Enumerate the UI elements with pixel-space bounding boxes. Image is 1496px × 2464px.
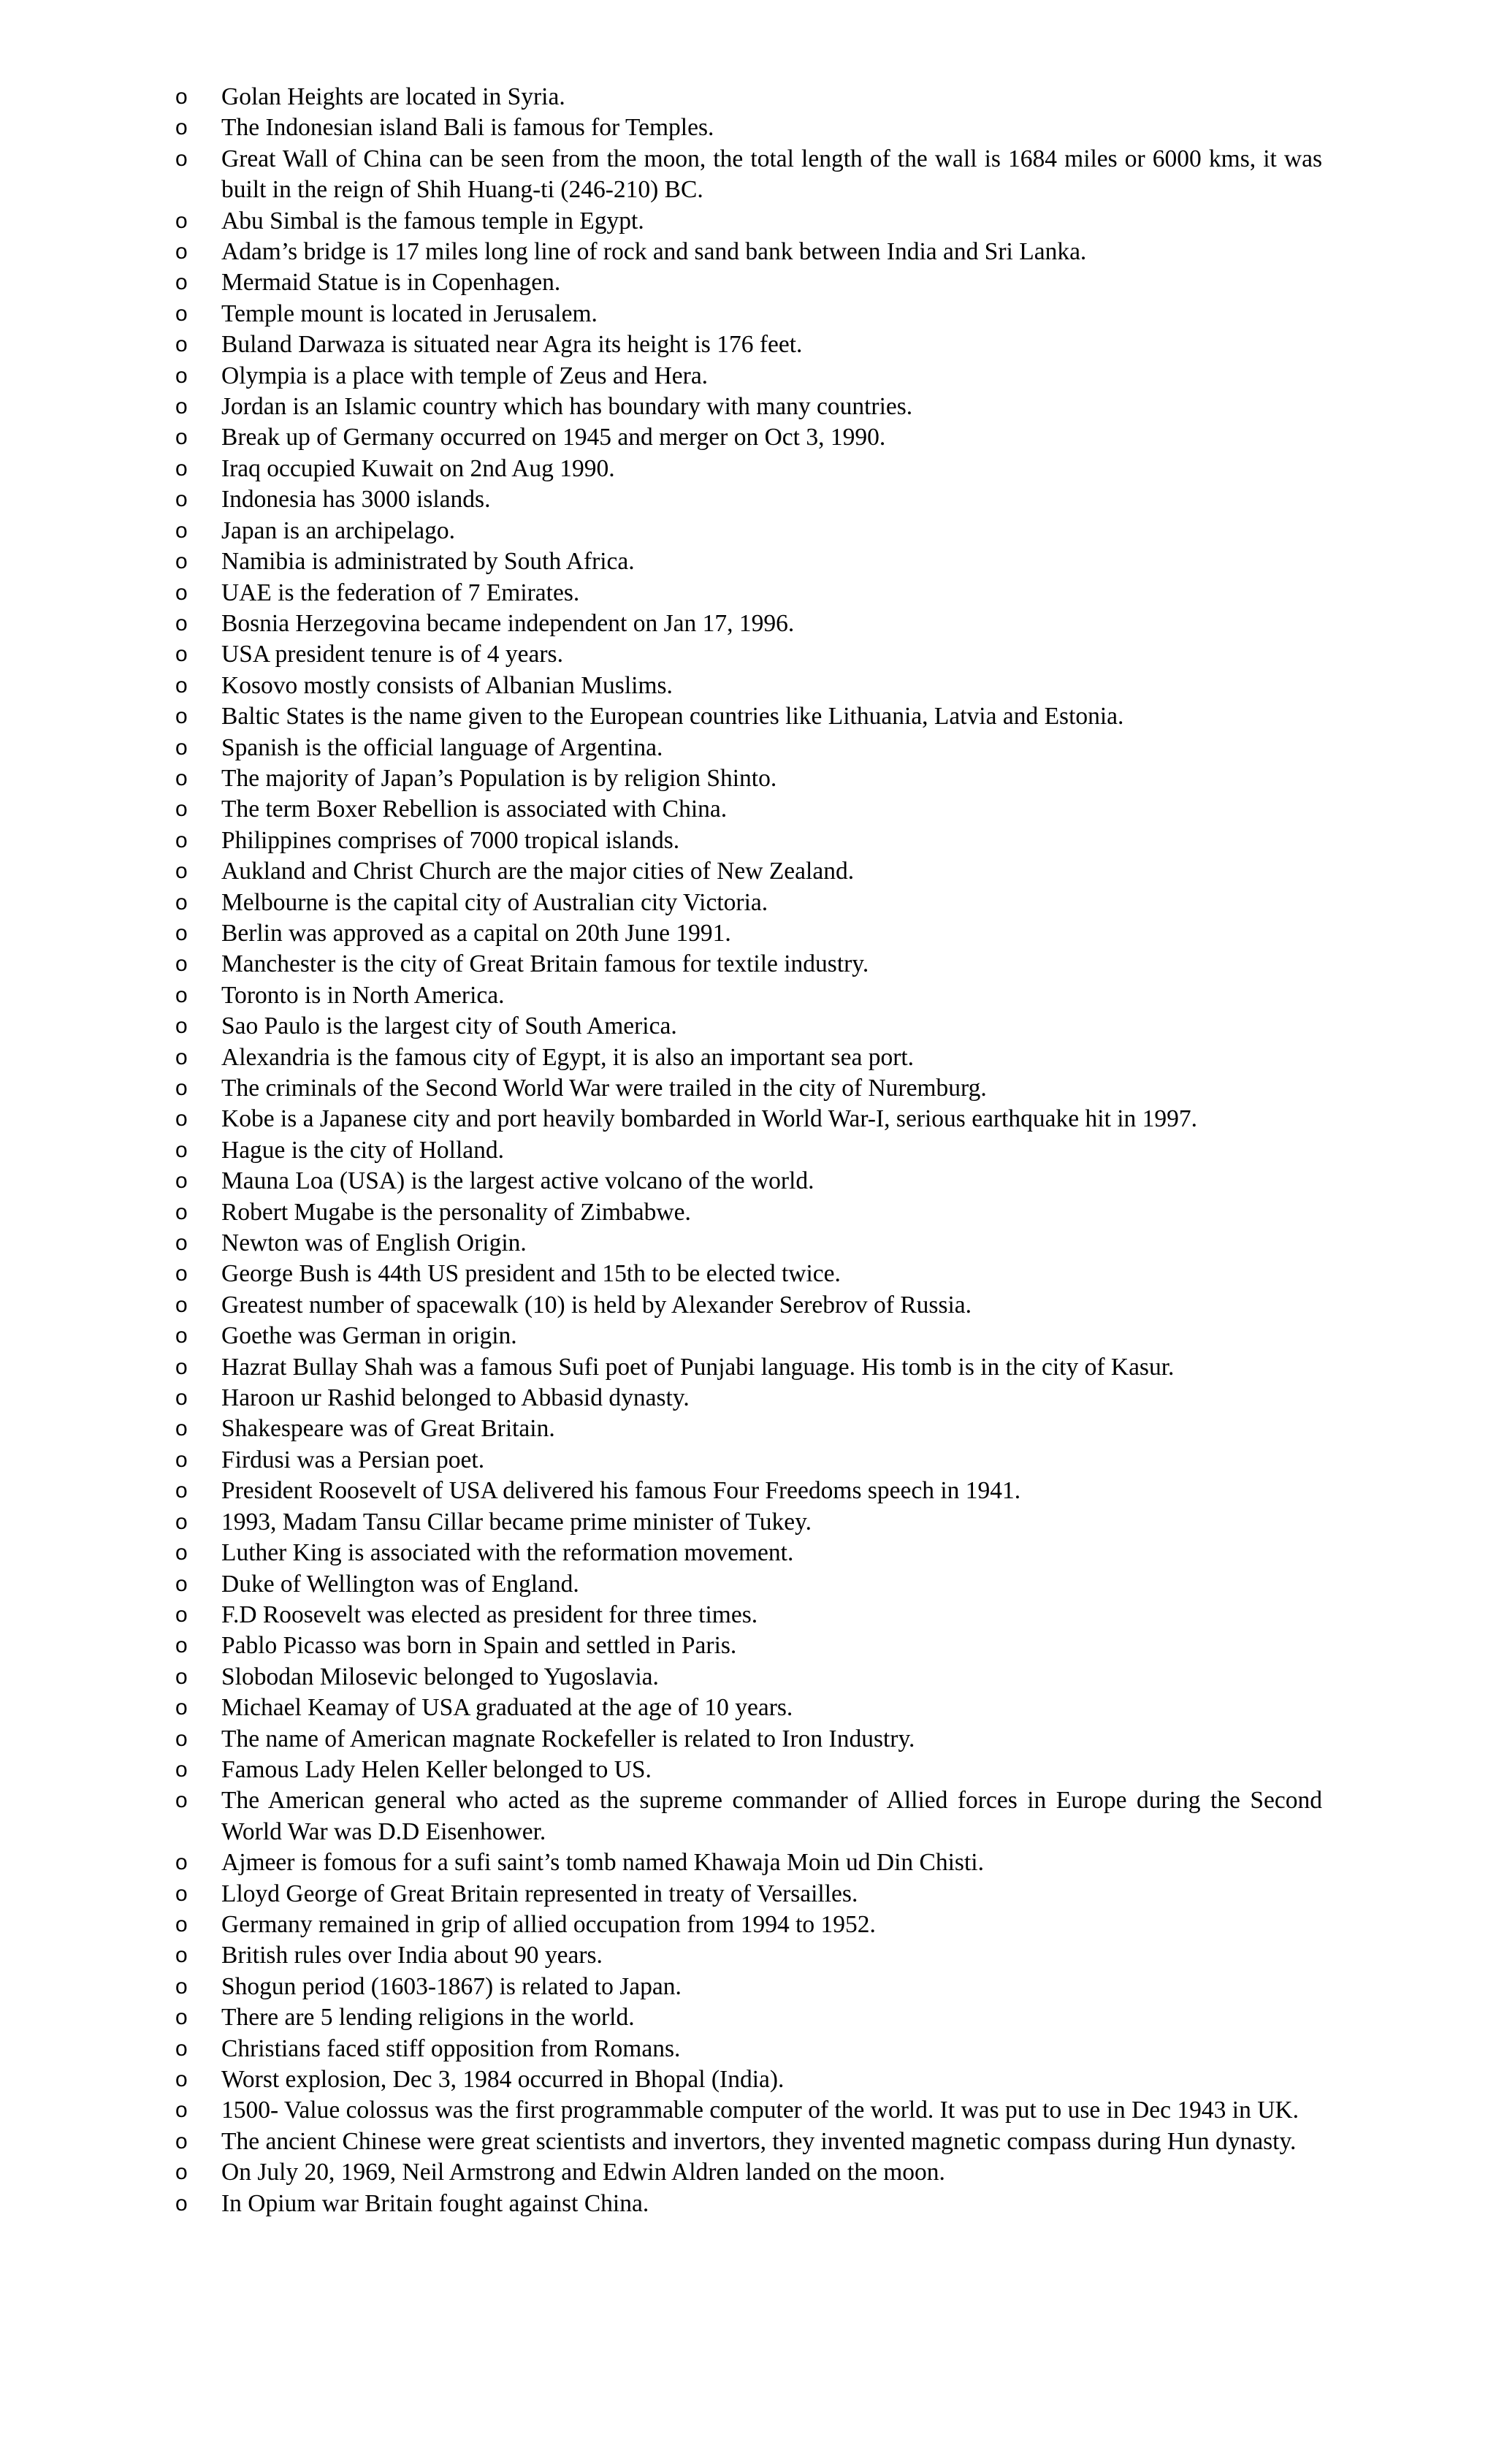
list-item-text: Buland Darwaza is situated near Agra its height is 176 feet.	[221, 331, 803, 359]
bullet-marker: o	[175, 2067, 188, 2091]
bullet-marker: o	[175, 208, 188, 233]
list-item-text: British rules over India about 90 years.	[221, 1942, 603, 1969]
bullet-marker: o	[175, 1974, 188, 1999]
list-item-text: Great Wall of China can be seen from the moon, the total length of the wall is 1684 miles or 6000 kms, it was built in the reign of Shih Huang-ti (246-210) BC.	[221, 145, 1322, 204]
list-item	[172, 237, 1322, 267]
list-item	[172, 1321, 1322, 1351]
list-item-text: 1500- Value colossus was the first programmable computer of the world. It was put to use in Dec 1943 in UK.	[221, 2097, 1299, 2124]
list-item-text: Indonesia has 3000 islands.	[221, 486, 491, 514]
list-item	[172, 918, 1322, 949]
bullet-marker: o	[175, 1169, 188, 1194]
list-item	[172, 1630, 1322, 1661]
list-item	[172, 1197, 1322, 1228]
list-item	[172, 1135, 1322, 1166]
list-item-text: The criminals of the Second World War were trailed in the city of Nuremburg.	[221, 1075, 987, 1102]
list-item-text: Adam’s bridge is 17 miles long line of rock and sand bank between India and Sri Lanka.	[221, 238, 1087, 266]
list-item	[172, 1538, 1322, 1568]
list-item	[172, 856, 1322, 887]
list-item-text: Germany remained in grip of allied occupation from 1994 to 1952.	[221, 1910, 876, 1938]
list-item-text: The majority of Japan’s Population is by religion Shinto.	[221, 764, 777, 792]
list-item	[172, 888, 1322, 918]
list-item	[172, 1383, 1322, 1414]
list-item-text: Spanish is the official language of Argentina.	[221, 733, 663, 761]
bullet-marker: o	[175, 1199, 188, 1224]
bullet-marker: o	[175, 1912, 188, 1937]
list-item-text: Worst explosion, Dec 3, 1984 occurred in Bhopal (India).	[221, 2066, 785, 2093]
bullet-marker: o	[175, 1788, 188, 1813]
bullet-marker: o	[175, 735, 188, 760]
list-item-text: In Opium war Britain fought against China.	[221, 2189, 649, 2217]
bullet-marker: o	[175, 146, 188, 171]
bullet-marker: o	[175, 240, 188, 264]
list-item	[172, 267, 1322, 298]
list-item	[172, 1507, 1322, 1538]
list-item	[172, 1445, 1322, 1476]
bullet-marker: o	[175, 487, 188, 512]
list-item-text: Haroon ur Rashid belonged to Abbasid dynasty.	[221, 1384, 690, 1412]
bullet-marker: o	[175, 1509, 188, 1534]
list-item	[172, 1290, 1322, 1321]
list-item	[172, 82, 1322, 112]
list-item	[172, 144, 1322, 206]
list-item	[172, 361, 1322, 392]
list-item-text: President Roosevelt of USA delivered his famous Four Freedoms speech in 1941.	[221, 1477, 1021, 1505]
bullet-marker: o	[175, 673, 188, 698]
bullet-marker: o	[175, 1045, 188, 1069]
bullet-marker: o	[175, 642, 188, 667]
bullet-marker: o	[175, 1696, 188, 1720]
bullet-marker: o	[175, 704, 188, 729]
bullet-marker: o	[175, 394, 188, 419]
list-item	[172, 1042, 1322, 1073]
list-item-text: Abu Simbal is the famous temple in Egypt.	[221, 207, 644, 234]
list-item-text: Temple mount is located in Jerusalem.	[221, 300, 598, 327]
list-item	[172, 392, 1322, 422]
bullet-marker: o	[175, 2036, 188, 2061]
bullet-marker: o	[175, 766, 188, 790]
list-item	[172, 1476, 1322, 1506]
list-item	[172, 1259, 1322, 1289]
bullet-marker: o	[175, 2005, 188, 2030]
bullet-marker: o	[175, 1850, 188, 1875]
list-item-text: Shakespeare was of Great Britain.	[221, 1415, 555, 1443]
list-item-text: Lloyd George of Great Britain represented in treaty of Versailles.	[221, 1880, 858, 1907]
list-item-text: The American general who acted as the supreme commander of Allied forces in Europe during the Second World War was D.D Eisenhower.	[221, 1787, 1322, 1845]
list-item-text: On July 20, 1969, Neil Armstrong and Edwin Aldren landed on the moon.	[221, 2159, 945, 2186]
list-item	[172, 112, 1322, 143]
list-item	[172, 639, 1322, 670]
list-item-text: Ajmeer is fomous for a sufi saint’s tomb named Khawaja Moin ud Din Chisti.	[221, 1849, 984, 1877]
list-item	[172, 671, 1322, 701]
list-item-text: Golan Heights are located in Syria.	[221, 83, 565, 110]
bullet-marker: o	[175, 1137, 188, 1162]
list-item	[172, 2095, 1322, 2126]
bullet-marker: o	[175, 518, 188, 543]
bullet-marker: o	[175, 1076, 188, 1100]
bullet-marker: o	[175, 859, 188, 884]
bullet-marker: o	[175, 890, 188, 915]
list-item	[172, 1166, 1322, 1197]
list-item-text: Alexandria is the famous city of Egypt, it is also an important sea port.	[221, 1043, 915, 1071]
list-item	[172, 1972, 1322, 2002]
bullet-marker: o	[175, 2129, 188, 2154]
bullet-marker: o	[175, 1664, 188, 1689]
list-item	[172, 1104, 1322, 1134]
list-item-text: Christians faced stiff opposition from Romans.	[221, 2034, 681, 2062]
list-item	[172, 2189, 1322, 2219]
bullet-marker: o	[175, 1324, 188, 1349]
list-item-text: Kosovo mostly consists of Albanian Muslims.	[221, 671, 673, 699]
bullet-marker: o	[175, 1231, 188, 1256]
bullet-marker: o	[175, 1726, 188, 1751]
bullet-marker: o	[175, 1602, 188, 1627]
list-item-text: The Indonesian island Bali is famous for Temples.	[221, 114, 714, 142]
list-item	[172, 701, 1322, 732]
list-item-text: Sao Paulo is the largest city of South America.	[221, 1012, 677, 1040]
list-item	[172, 484, 1322, 515]
list-item-text: The ancient Chinese were great scientists and invertors, they invented magnetic compass during Hun dynasty.	[221, 2127, 1297, 2155]
list-item-text: Manchester is the city of Great Britain famous for textile industry.	[221, 950, 869, 978]
list-item-text: USA president tenure is of 4 years.	[221, 641, 563, 668]
list-item	[172, 422, 1322, 453]
list-item	[172, 1785, 1322, 1847]
list-item-text: Kobe is a Japanese city and port heavily bombarded in World War-I, serious earthquake hit in 1997.	[221, 1105, 1198, 1133]
list-item-text: Japan is an archipelago.	[221, 516, 455, 544]
list-item	[172, 949, 1322, 980]
list-item-text: 1993, Madam Tansu Cillar became prime minister of Tukey.	[221, 1508, 812, 1536]
list-item-text: Olympia is a place with temple of Zeus and Hera.	[221, 362, 709, 389]
list-item	[172, 763, 1322, 794]
list-item-text: The term Boxer Rebellion is associated with China.	[221, 796, 728, 823]
fact-list	[172, 82, 1322, 2219]
list-item-text: Hazrat Bullay Shah was a famous Sufi poet of Punjabi language. His tomb is in the city of Kasur.	[221, 1353, 1175, 1381]
bullet-marker: o	[175, 2191, 188, 2216]
list-item	[172, 329, 1322, 360]
bullet-marker: o	[175, 983, 188, 1007]
list-item-text: Bosnia Herzegovina became independent on Jan 17, 1996.	[221, 609, 795, 637]
list-item	[172, 454, 1322, 484]
list-item-text: There are 5 lending religions in the world.	[221, 2004, 635, 2032]
bullet-marker: o	[175, 1881, 188, 1906]
list-item	[172, 1662, 1322, 1693]
list-item	[172, 825, 1322, 856]
list-item-text: Robert Mugabe is the personality of Zimbabwe.	[221, 1198, 691, 1226]
list-item-text: Toronto is in North America.	[221, 981, 505, 1009]
bullet-marker: o	[175, 363, 188, 388]
list-item	[172, 1073, 1322, 1104]
list-item-text: Berlin was approved as a capital on 20th June 1991.	[221, 919, 731, 947]
list-item	[172, 1011, 1322, 1042]
list-item	[172, 1755, 1322, 1785]
bullet-marker: o	[175, 2160, 188, 2185]
list-item-text: Mermaid Statue is in Copenhagen.	[221, 269, 561, 297]
bullet-marker: o	[175, 456, 188, 481]
list-item-text: Michael Keamay of USA graduated at the age of 10 years.	[221, 1694, 793, 1722]
list-item-text: Melbourne is the capital city of Australian city Victoria.	[221, 888, 768, 916]
list-item	[172, 2064, 1322, 2095]
list-item-text: Slobodan Milosevic belonged to Yugoslavia.	[221, 1663, 659, 1690]
list-item	[172, 980, 1322, 1011]
list-item-text: Iraq occupied Kuwait on 2nd Aug 1990.	[221, 454, 615, 482]
bullet-marker: o	[175, 1107, 188, 1132]
list-item-text: Break up of Germany occurred on 1945 and merger on Oct 3, 1990.	[221, 424, 886, 451]
list-item-text: Mauna Loa (USA) is the largest active volcano of the world.	[221, 1167, 814, 1195]
list-item	[172, 578, 1322, 609]
bullet-marker: o	[175, 1386, 188, 1411]
list-item	[172, 1600, 1322, 1630]
bullet-marker: o	[175, 1757, 188, 1782]
list-item-text: The name of American magnate Rockefeller is related to Iron Industry.	[221, 1725, 915, 1752]
list-item	[172, 733, 1322, 763]
list-item-text: Duke of Wellington was of England.	[221, 1570, 579, 1598]
list-item	[172, 2157, 1322, 2188]
list-item-text: Famous Lady Helen Keller belonged to US.	[221, 1755, 652, 1783]
list-item-text: Baltic States is the name given to the European countries like Lithuania, Latvia and Estonia.	[221, 703, 1124, 731]
bullet-marker: o	[175, 611, 188, 636]
list-item-text: Philippines comprises of 7000 tropical islands.	[221, 826, 680, 854]
list-item	[172, 1569, 1322, 1600]
bullet-marker: o	[175, 1633, 188, 1658]
list-item	[172, 1724, 1322, 1755]
bullet-marker: o	[175, 1262, 188, 1286]
bullet-marker: o	[175, 828, 188, 853]
list-item-text: George Bush is 44th US president and 15th to be elected twice.	[221, 1260, 841, 1288]
list-item-text: Greatest number of spacewalk (10) is held by Alexander Serebrov of Russia.	[221, 1291, 972, 1319]
list-item-text: Jordan is an Islamic country which has boundary with many countries.	[221, 393, 913, 421]
bullet-marker: o	[175, 115, 188, 140]
list-item-text: Luther King is associated with the reformation movement.	[221, 1539, 794, 1567]
list-item	[172, 1847, 1322, 1878]
list-item	[172, 1879, 1322, 1910]
bullet-marker: o	[175, 85, 188, 109]
list-item-text: Shogun period (1603-1867) is related to Japan.	[221, 1972, 682, 2000]
bullet-marker: o	[175, 2098, 188, 2123]
bullet-marker: o	[175, 425, 188, 450]
list-item	[172, 2127, 1322, 2157]
bullet-marker: o	[175, 1447, 188, 1472]
list-item-text: Aukland and Christ Church are the major cities of New Zealand.	[221, 858, 855, 885]
list-item	[172, 206, 1322, 237]
list-item	[172, 1940, 1322, 1971]
list-item	[172, 1414, 1322, 1444]
list-item	[172, 1910, 1322, 1940]
list-item	[172, 516, 1322, 546]
bullet-marker: o	[175, 301, 188, 326]
list-item	[172, 1352, 1322, 1383]
bullet-marker: o	[175, 1571, 188, 1596]
bullet-marker: o	[175, 1943, 188, 1968]
list-item-text: Goethe was German in origin.	[221, 1322, 517, 1350]
list-item	[172, 546, 1322, 577]
list-item	[172, 2034, 1322, 2064]
bullet-marker: o	[175, 270, 188, 295]
list-item-text: F.D Roosevelt was elected as president for three times.	[221, 1601, 758, 1628]
bullet-marker: o	[175, 797, 188, 822]
list-item-text: Firdusi was a Persian poet.	[221, 1446, 485, 1473]
bullet-marker: o	[175, 952, 188, 977]
list-item-text: Pablo Picasso was born in Spain and settled in Paris.	[221, 1632, 737, 1660]
list-item	[172, 2002, 1322, 2033]
list-item	[172, 299, 1322, 329]
bullet-marker: o	[175, 549, 188, 574]
bullet-marker: o	[175, 920, 188, 945]
list-item-text: UAE is the federation of 7 Emirates.	[221, 579, 580, 606]
list-item-text: Namibia is administrated by South Africa.	[221, 548, 635, 576]
list-item-text: Hague is the city of Holland.	[221, 1136, 505, 1164]
list-item	[172, 1228, 1322, 1259]
list-item	[172, 1693, 1322, 1723]
list-item	[172, 609, 1322, 639]
bullet-marker: o	[175, 1416, 188, 1441]
bullet-marker: o	[175, 1479, 188, 1503]
bullet-marker: o	[175, 332, 188, 357]
list-item-text: Newton was of English Origin.	[221, 1229, 527, 1257]
bullet-marker: o	[175, 1354, 188, 1379]
bullet-marker: o	[175, 1014, 188, 1039]
bullet-marker: o	[175, 1541, 188, 1565]
bullet-marker: o	[175, 1292, 188, 1317]
bullet-marker: o	[175, 580, 188, 605]
list-item	[172, 794, 1322, 825]
